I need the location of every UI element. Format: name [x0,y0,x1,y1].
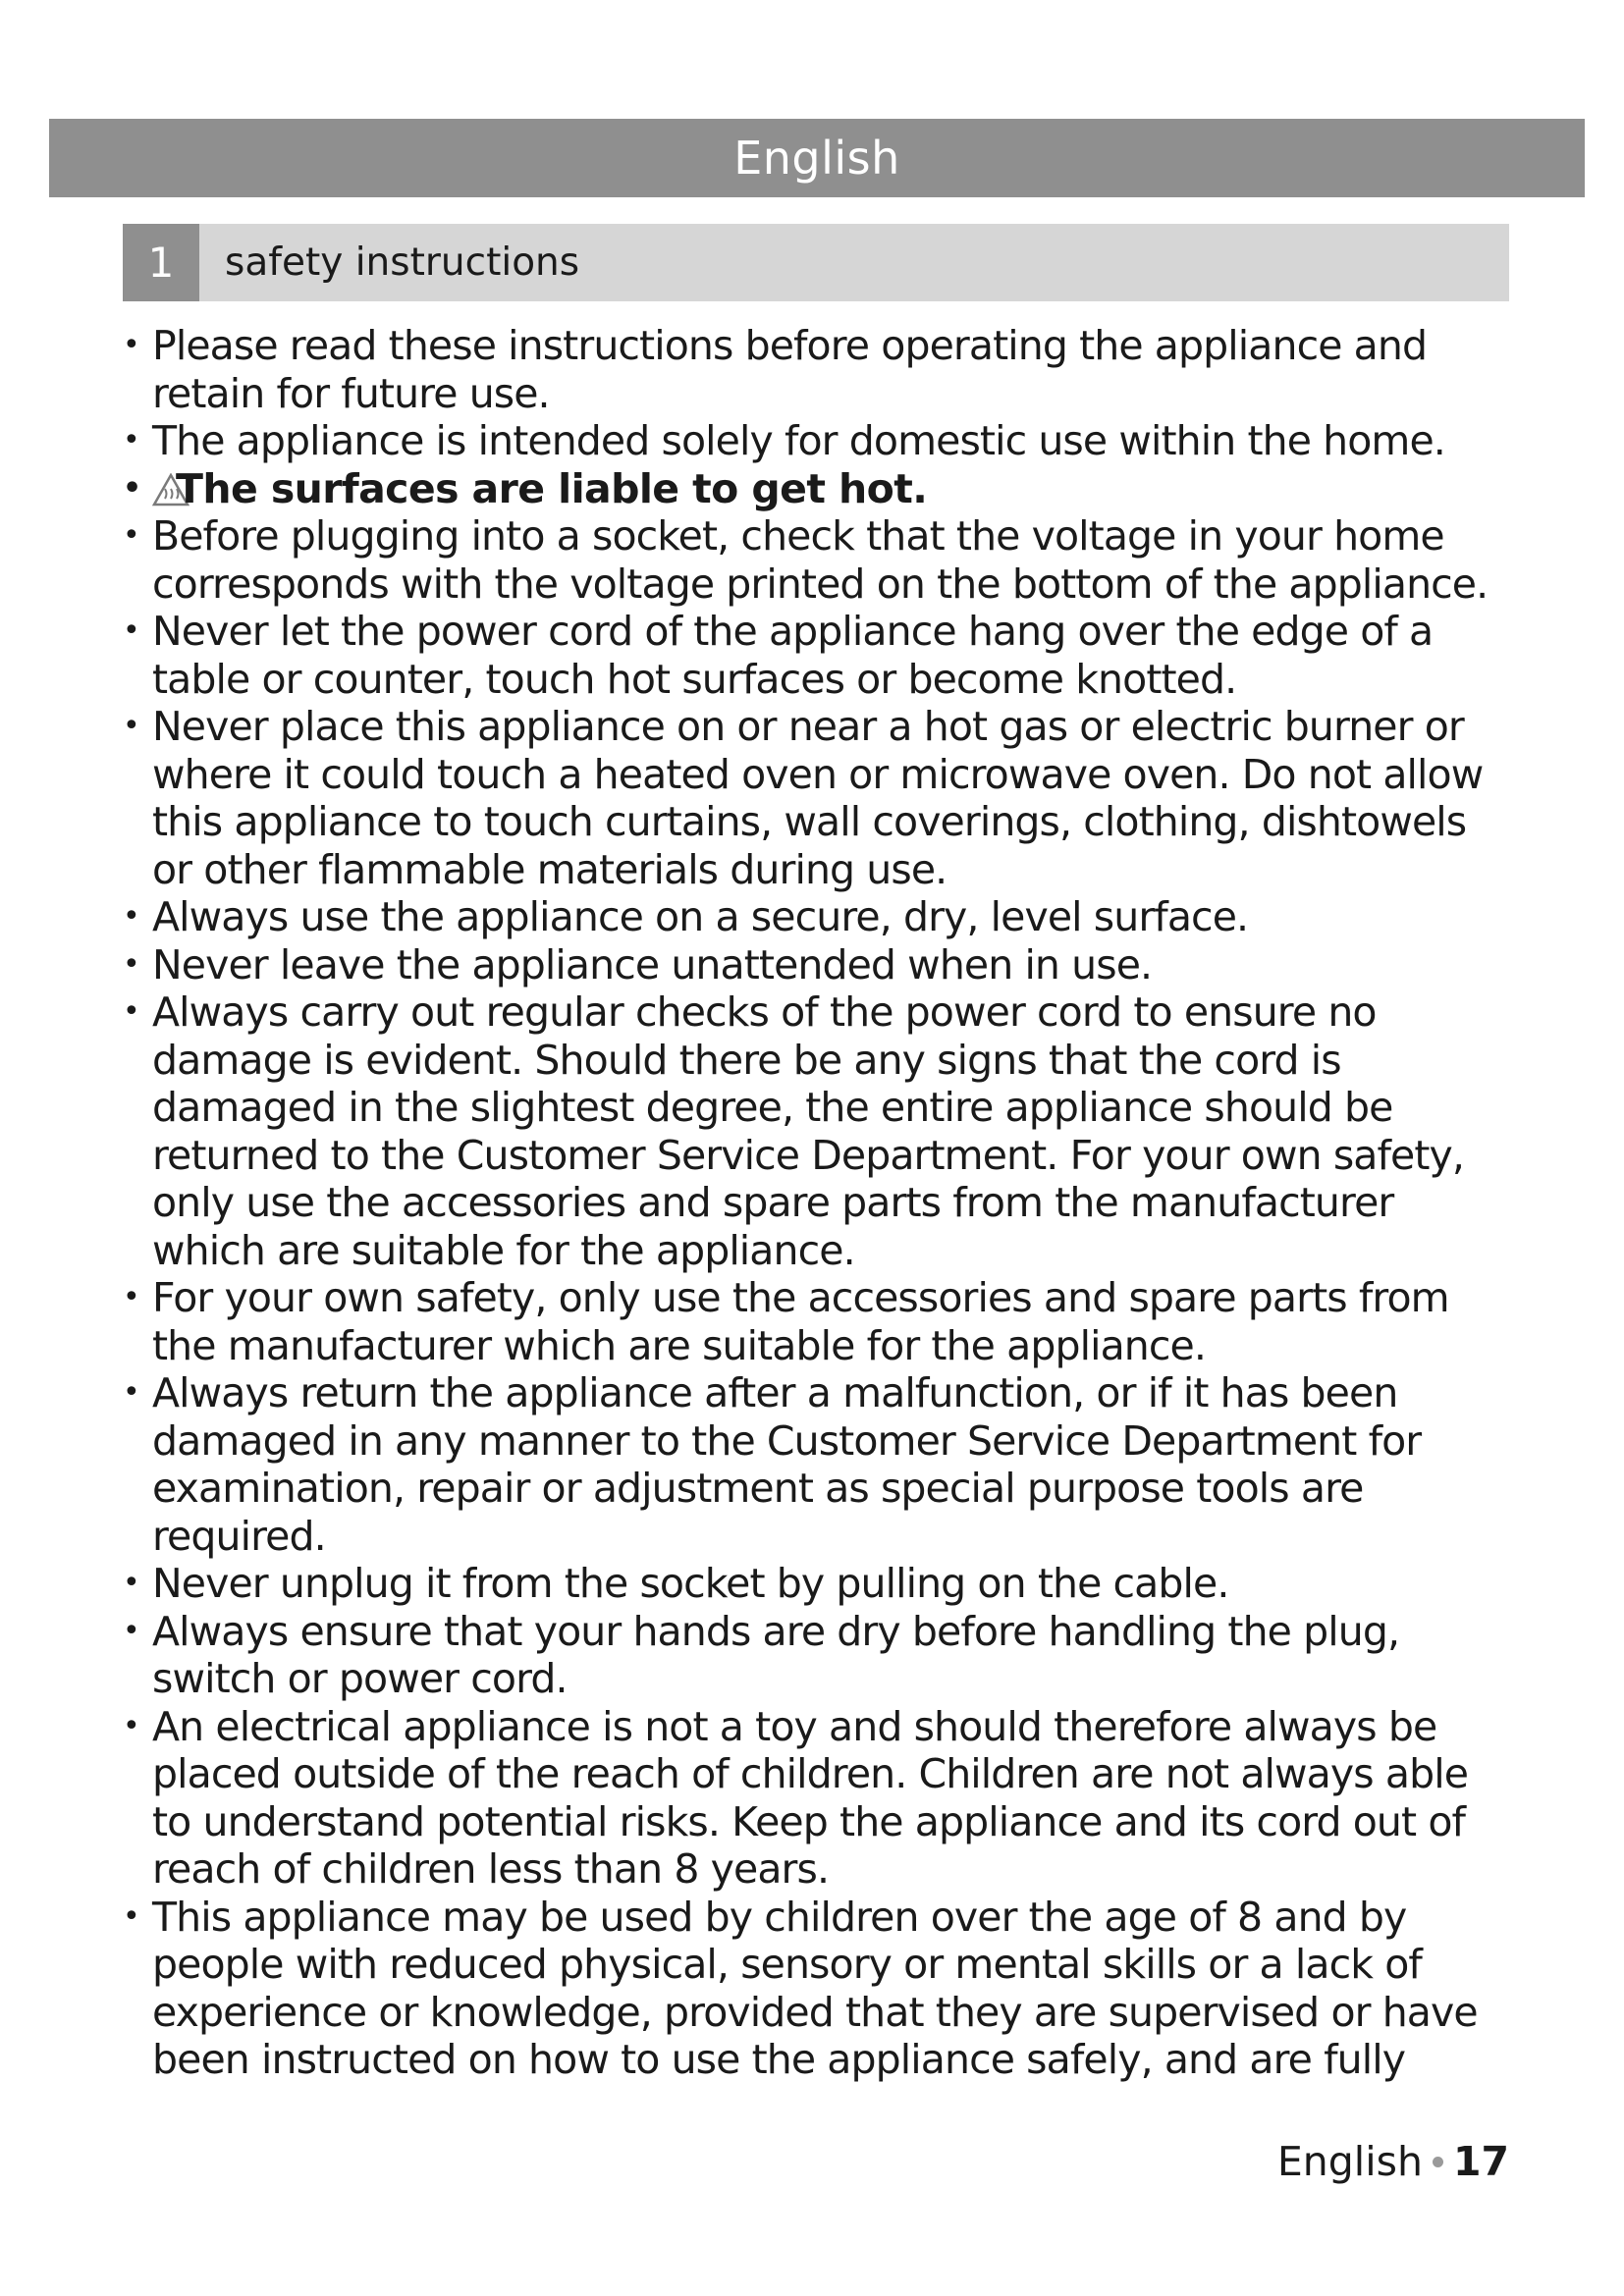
instruction-item: • Always return the appliance after a malfunction, or if it has been damaged in any manner to the Customer Service Department for examination, repair or adjustment as special purpose tools are required. [123,1369,1517,1560]
instruction-item: • Never place this appliance on or near a hot gas or electric burner or where it could touch a heated oven or microwave oven. Do not allow this appliance to touch curtains, wall coverings, clothing, dishtowels or other flammable materials during use. [123,703,1517,893]
instruction-item: • This appliance may be used by children over the age of 8 and by people with reduced physical, sensory or mental skills or a lack of experience or knowledge, provided that they are supervised or have been instructed on how to use the appliance safely, and are fully [123,1894,1517,2084]
language-banner [49,119,1585,197]
instruction-item: • Please read these instructions before operating the appliance and retain for future use. [123,322,1517,417]
safety-instructions-list [123,322,1517,2084]
section-title: safety instructions [225,240,580,285]
section-number: 1 [123,224,199,301]
page-footer [1277,2138,1509,2185]
instruction-item: • Never leave the appliance unattended when in use. [123,941,1517,989]
instruction-item: • Always carry out regular checks of the power cord to ensure no damage is evident. Should there be any signs that the cord is damaged in the slightest degree, the entire appliance should be returned to the Customer Service Department. For your own safety, only use the accessories and spare parts from the manufacturer which are suitable for the appliance. [123,988,1517,1274]
instruction-item: • The appliance is intended solely for domestic use within the home. [123,417,1517,465]
instruction-item: • Before plugging into a socket, check that the voltage in your home corresponds with the voltage printed on the bottom of the appliance. [123,512,1517,608]
footer-language: English [1276,2138,1423,2185]
section-header [123,224,1509,301]
footer-separator-dot [1433,2157,1443,2167]
instruction-item-hot-surfaces [123,465,1517,513]
instruction-item: • For your own safety, only use the accessories and spare parts from the manufacturer which are suitable for the appliance. [123,1274,1517,1369]
hot-surfaces-text: The surfaces are liable to get hot. [176,464,928,512]
instruction-item: • Never unplug it from the socket by pulling on the cable. [123,1560,1517,1608]
instruction-item: • Always ensure that your hands are dry before handling the plug, switch or power cord. [123,1608,1517,1703]
instruction-item: • Always use the appliance on a secure, dry, level surface. [123,893,1517,941]
instruction-item: • Never let the power cord of the appliance hang over the edge of a table or counter, touch hot surfaces or become knotted. [123,608,1517,703]
page-number: 17 [1452,2138,1509,2185]
language-banner-title: English [733,132,900,185]
instruction-item: • An electrical appliance is not a toy and should therefore always be placed outside of the reach of children. Children are not always able to understand potential risks. Keep the appliance and its cord out of reach of children less than 8 years. [123,1703,1517,1894]
